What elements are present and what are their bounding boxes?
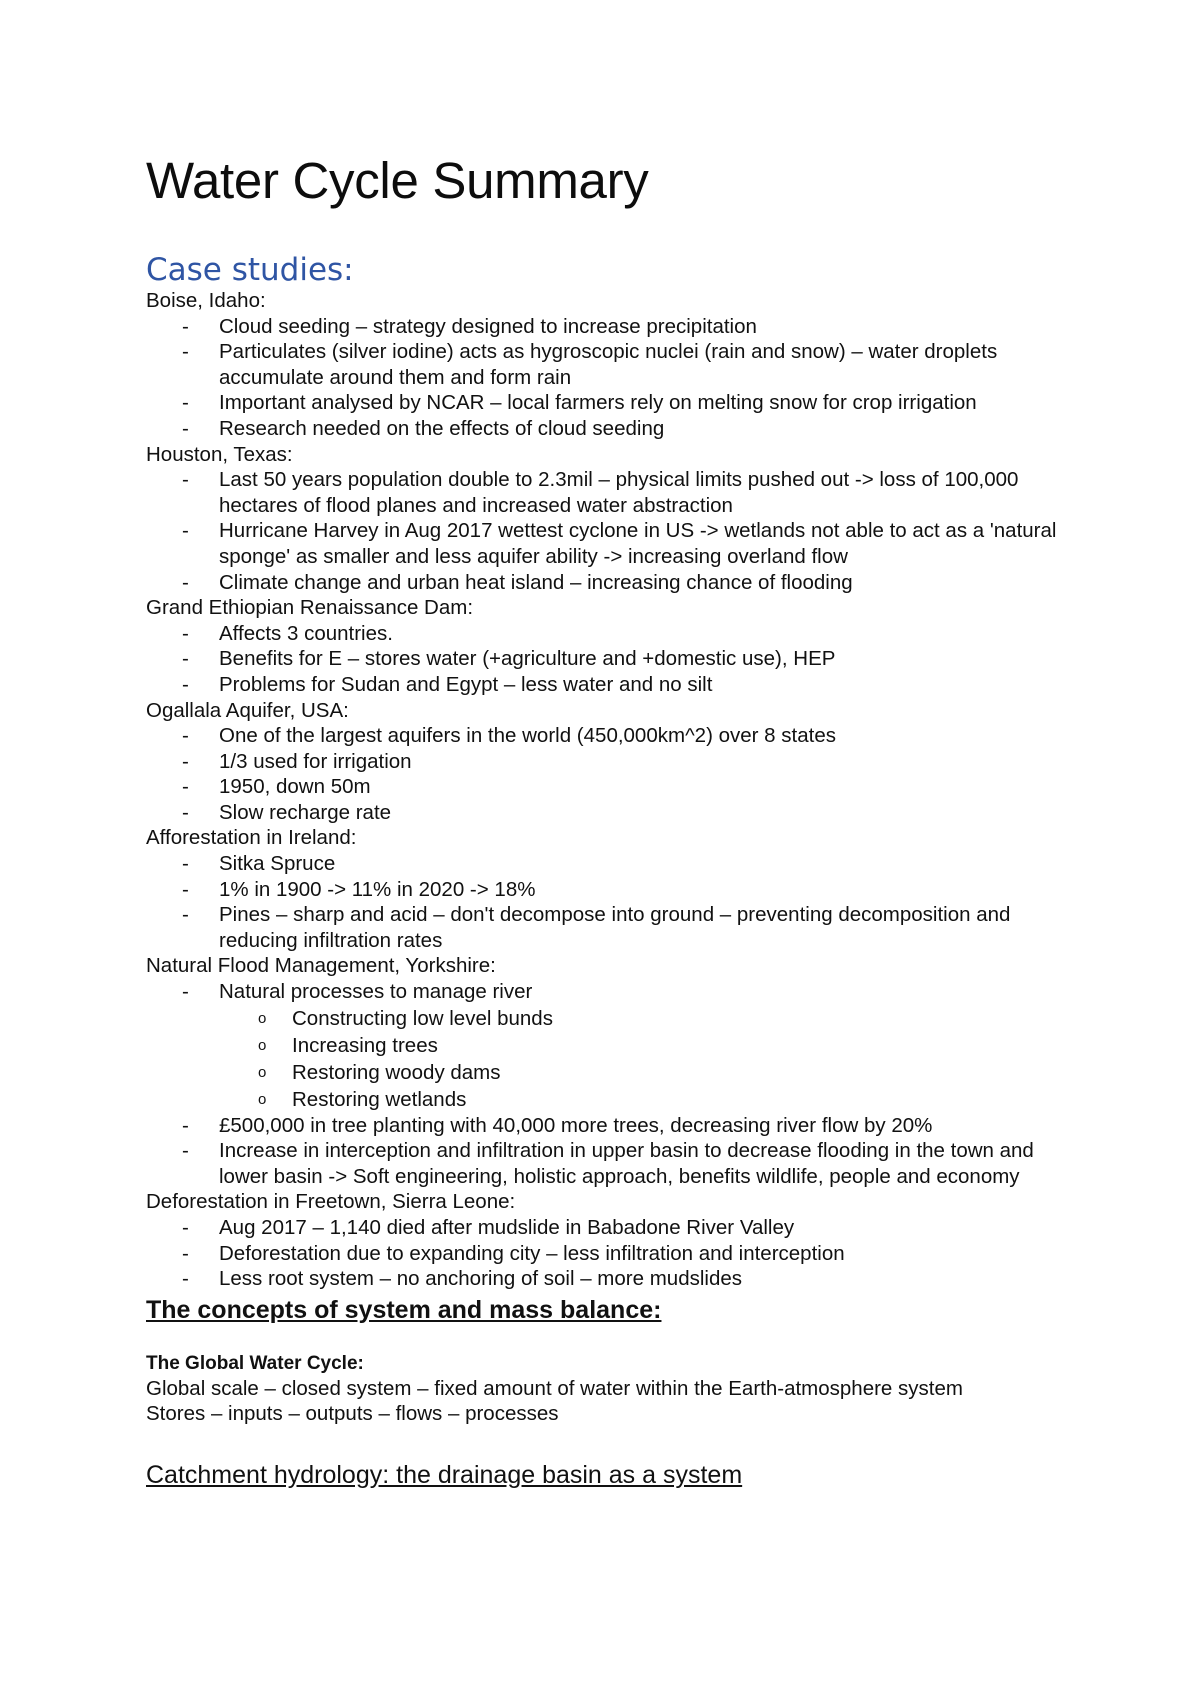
- bullet-text: Pines – sharp and acid – don't decompose into ground – preventing decomposition and reducing infiltration rates: [219, 903, 1011, 952]
- case-studies-list: [146, 288, 1086, 1292]
- bullet-item: [146, 1113, 1086, 1139]
- case-study-title: Natural Flood Management, Yorkshire:: [146, 954, 496, 978]
- sub-bullet-item: [146, 1032, 1086, 1059]
- bullet-item: [146, 672, 1086, 698]
- bullet-item: [146, 646, 1086, 672]
- circle-bullet-icon: o: [258, 1009, 267, 1027]
- bullet-text: Important analysed by NCAR – local farmers rely on melting snow for crop irrigation: [219, 391, 977, 415]
- bullet-item: [146, 1138, 1086, 1189]
- bullet-text: Natural processes to manage river: [219, 980, 533, 1004]
- dash-bullet-icon: -: [182, 570, 189, 594]
- dash-bullet-icon: -: [182, 1241, 189, 1265]
- catchment-heading: Catchment hydrology: the drainage basin as a system: [146, 1460, 743, 1489]
- sub-bullet-item: [146, 1086, 1086, 1113]
- dash-bullet-icon: -: [182, 391, 189, 415]
- bullet-text: Research needed on the effects of cloud seeding: [219, 416, 665, 440]
- bullet-item: [146, 851, 1086, 877]
- bullet-item: [146, 979, 1086, 1005]
- bullet-item: [146, 467, 1086, 518]
- bullet-text: One of the largest aquifers in the world (450,000km^2) over 8 states: [219, 724, 836, 748]
- bullet-item: [146, 518, 1086, 569]
- dash-bullet-icon: -: [182, 647, 189, 671]
- bullet-text: Slow recharge rate: [219, 800, 392, 824]
- sub-bullet-text: Increasing trees: [292, 1033, 438, 1057]
- case-study-bullets: [146, 851, 1086, 953]
- bullet-text: £500,000 in tree planting with 40,000 more trees, decreasing river flow by 20%: [219, 1113, 933, 1137]
- bullet-text: 1% in 1900 -> 11% in 2020 -> 18%: [219, 877, 536, 901]
- dash-bullet-icon: -: [182, 468, 189, 492]
- bullet-text: 1/3 used for irrigation: [219, 749, 412, 773]
- dash-bullet-icon: -: [182, 1139, 189, 1163]
- sub-bullet-text: Restoring woody dams: [292, 1060, 501, 1084]
- bullet-item: [146, 1215, 1086, 1241]
- bullet-text: Sitka Spruce: [219, 852, 336, 876]
- dash-bullet-icon: -: [182, 416, 189, 440]
- bullet-item: [146, 390, 1086, 416]
- dash-bullet-icon: -: [182, 672, 189, 696]
- bullet-text: Less root system – no anchoring of soil – more mudslides: [219, 1267, 743, 1291]
- bullet-item: [146, 570, 1086, 596]
- case-study-title: Houston, Texas:: [146, 442, 293, 466]
- bullet-item: [146, 416, 1086, 442]
- bullet-item: [146, 1266, 1086, 1292]
- dash-bullet-icon: -: [182, 749, 189, 773]
- bullet-text: Hurricane Harvey in Aug 2017 wettest cyclone in US -> wetlands not able to act as a 'natural sponge' as smaller and less aquifer ability -> increasing overland flow: [219, 519, 1057, 568]
- dash-bullet-icon: -: [182, 800, 189, 824]
- dash-bullet-icon: -: [182, 1267, 189, 1291]
- case-study-bullets: [146, 723, 1086, 825]
- dash-bullet-icon: -: [182, 340, 189, 364]
- case-study-bullets: [146, 621, 1086, 698]
- dash-bullet-icon: -: [182, 980, 189, 1004]
- dash-bullet-icon: -: [182, 903, 189, 927]
- bullet-text: Deforestation due to expanding city – less infiltration and interception: [219, 1241, 845, 1265]
- sub-bullet-text: Constructing low level bunds: [292, 1006, 553, 1030]
- circle-bullet-icon: o: [258, 1090, 267, 1108]
- bullet-text: Affects 3 countries.: [219, 621, 393, 645]
- bullet-text: Aug 2017 – 1,140 died after mudslide in Babadone River Valley: [219, 1216, 795, 1239]
- dash-bullet-icon: -: [182, 621, 189, 645]
- bullet-text: Climate change and urban heat island – increasing chance of flooding: [219, 570, 853, 594]
- dash-bullet-icon: -: [182, 314, 189, 338]
- document-page: [146, 152, 1086, 1489]
- case-study-bullets: [146, 1215, 1086, 1292]
- bullet-text: Last 50 years population double to 2.3mil – physical limits pushed out -> loss of 100,000 hectares of flood planes and increased water abstraction: [219, 468, 1019, 517]
- dash-bullet-icon: -: [182, 877, 189, 901]
- bullet-text: Benefits for E – stores water (+agriculture and +domestic use), HEP: [219, 647, 836, 671]
- bullet-item: [146, 339, 1086, 390]
- case-study-bullets: [146, 979, 1086, 1189]
- global-line: Stores – inputs – outputs – flows – processes: [146, 1402, 559, 1426]
- case-study-title: Deforestation in Freetown, Sierra Leone:: [146, 1190, 516, 1214]
- bullet-item: [146, 314, 1086, 340]
- bullet-text: Cloud seeding – strategy designed to increase precipitation: [219, 314, 757, 338]
- case-study-bullets: [146, 314, 1086, 442]
- bullet-item: [146, 749, 1086, 775]
- sub-bullet-item: [146, 1059, 1086, 1086]
- bullet-text: Problems for Sudan and Egypt – less water and no silt: [219, 672, 713, 696]
- sub-bullet-item: [146, 1005, 1086, 1032]
- dash-bullet-icon: -: [182, 1216, 189, 1239]
- circle-bullet-icon: o: [258, 1063, 267, 1081]
- dash-bullet-icon: -: [182, 852, 189, 876]
- bullet-item: [146, 1241, 1086, 1267]
- circle-bullet-icon: o: [258, 1036, 267, 1054]
- case-study-title: Afforestation in Ireland:: [146, 826, 357, 850]
- global-line: Global scale – closed system – fixed amount of water within the Earth-atmosphere system: [146, 1376, 963, 1400]
- case-studies-heading: Case studies:: [146, 252, 354, 288]
- bullet-item: [146, 800, 1086, 826]
- sub-bullet-text: Restoring wetlands: [292, 1087, 467, 1111]
- page-title: Water Cycle Summary: [146, 152, 649, 209]
- dash-bullet-icon: -: [182, 519, 189, 543]
- bullet-item: [146, 877, 1086, 903]
- concepts-heading: The concepts of system and mass balance:: [146, 1295, 662, 1324]
- bullet-text: Particulates (silver iodine) acts as hygroscopic nuclei (rain and snow) – water droplets accumulate around them and form rain: [219, 340, 998, 389]
- bullet-item: [146, 902, 1086, 953]
- case-study-title: Ogallala Aquifer, USA:: [146, 698, 349, 722]
- bullet-item: [146, 774, 1086, 800]
- dash-bullet-icon: -: [182, 1113, 189, 1137]
- case-study-title: Grand Ethiopian Renaissance Dam:: [146, 596, 474, 620]
- case-study-bullets: [146, 467, 1086, 595]
- bullet-item: [146, 723, 1086, 749]
- bullet-text: 1950, down 50m: [219, 775, 371, 799]
- bullet-text: Increase in interception and infiltration in upper basin to decrease flooding in the town and lower basin -> Soft engineering, holistic approach, benefits wildlife, people and economy: [219, 1139, 1034, 1188]
- bullet-item: [146, 621, 1086, 647]
- sub-bullet-list: [146, 1005, 1086, 1113]
- dash-bullet-icon: -: [182, 775, 189, 799]
- case-study-title: Boise, Idaho:: [146, 289, 266, 312]
- dash-bullet-icon: -: [182, 724, 189, 748]
- global-water-cycle-heading: The Global Water Cycle:: [146, 1352, 364, 1374]
